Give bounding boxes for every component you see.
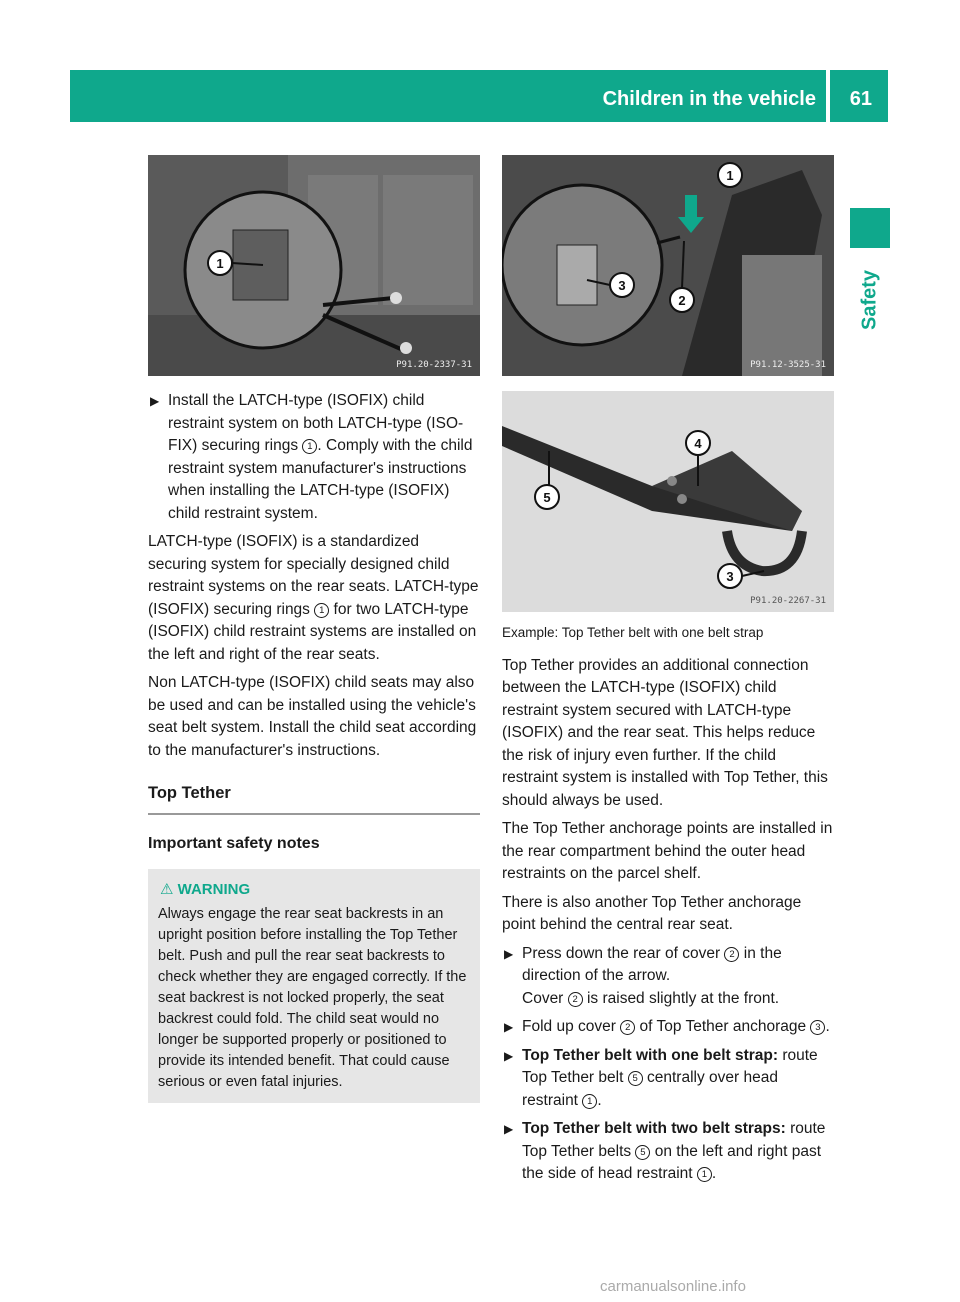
svg-text:4: 4: [694, 436, 702, 451]
top-tether-description: Top Tether provides an additional connection between the LATCH-type (ISOFIX) child restraint system secured with LATCH-type (ISOFIX) and the rear seat. This helps reduce the risk of injury even further. If the child restraint system is installed with Top Tether, this should always be used.: [502, 656, 828, 809]
anchorage-location: The Top Tether anchorage points are installed in the rear compartment behind the outer head restraints on the parcel shelf.: [502, 820, 833, 882]
warning-icon: ⚠: [160, 881, 174, 898]
marker-2: 2: [620, 1020, 635, 1035]
figure-code: P91.20-2337-31: [396, 360, 472, 370]
marker-1: 1: [314, 603, 329, 618]
warning-text: Always engage the rear seat backrests in an upright position before installing the Top Tether belt. Push and pull the rear seat backrests to check whether they are engaged correctly. If the seat backrest is not locked properly, the seat backrest could fold. The child seat would no longer be supported properly or positioned to provide its intended benefit. That could cause serious or even fatal injuries.: [158, 906, 467, 1090]
right-column: [502, 622, 834, 1192]
subsection-heading: Important safety notes: [148, 834, 320, 852]
left-column: [148, 390, 480, 1103]
step-arrow-icon: ▶: [504, 1122, 514, 1136]
marker-1: 1: [582, 1094, 597, 1109]
section-marker: [850, 208, 890, 248]
svg-text:1: 1: [216, 256, 224, 271]
marker-5: 5: [635, 1145, 650, 1160]
section-tab: Safety: [858, 269, 881, 331]
latch-rings-illustration: [148, 155, 480, 376]
figure-caption: Example: Top Tether belt with one belt strap: [502, 625, 764, 640]
step-arrow-icon: ▶: [504, 1020, 514, 1034]
figure-top-tether-belt: [502, 391, 834, 612]
step-arrow-icon: ▶: [504, 946, 514, 961]
header-divider: [826, 70, 830, 122]
marker-2: 2: [724, 947, 739, 962]
page-number: 61: [849, 88, 872, 110]
svg-text:1: 1: [726, 168, 734, 183]
chapter-title: Children in the vehicle: [602, 88, 816, 110]
central-anchorage-note: There is also another Top Tether anchorage point behind the central rear seat.: [502, 893, 802, 933]
marker-3: 3: [810, 1020, 825, 1035]
heading-rule: [148, 813, 480, 815]
instruction-install-latch: ▶ Install the LATCH-type (ISOFIX) child restraint system on both LATCH-type (ISO-FIX) securing rings 1 . Comply with the child restraint system manufacturer's instructions when installing the LATCH-type (ISOFIX) child restraint system.: [150, 392, 473, 522]
latch-description: LATCH-type (ISOFIX) is a standardized securing system for specially designed child restraint systems on the rear seats. LATCH-type (ISOFIX) securing rings 1 for two LATCH-type (ISOFIX) child restraint systems are installed on the left and right of the rear seats.: [148, 533, 479, 663]
figure-code: P91.20-2267-31: [750, 596, 826, 606]
warning-box: [148, 869, 480, 1103]
figure-latch-rings: [148, 155, 480, 376]
instruction-fold-cover: ▶ Fold up cover 2 of Top Tether anchorage 3 .: [502, 1016, 834, 1039]
page-header: [70, 70, 888, 122]
svg-text:3: 3: [618, 278, 626, 293]
marker-2: 2: [568, 992, 583, 1007]
non-latch-note: Non LATCH-type (ISOFIX) child seats may also be used and can be installed using the vehicle's seat belt system. Install the child seat according to the manufacturer's instructions.: [148, 674, 477, 759]
instruction-press-cover: ▶ Press down the rear of cover 2 in the direction of the arrow. Cover 2 is raised slightly at the front.: [504, 944, 782, 1007]
step-arrow-icon: ▶: [504, 1048, 514, 1063]
anchorage-illustration: [502, 155, 834, 376]
marker-1: 1: [697, 1167, 712, 1182]
instruction-one-strap: ▶ Top Tether belt with one belt strap: route Top Tether belt 5 centrally over head restraint 1 .: [504, 1046, 818, 1109]
svg-text:2: 2: [678, 293, 686, 308]
instruction-two-straps: ▶ Top Tether belt with two belt straps: route Top Tether belts 5 on the left and right past the side of head restraint 1 .: [504, 1120, 826, 1182]
svg-text:3: 3: [726, 569, 734, 584]
section-heading: Top Tether: [148, 784, 231, 802]
marker-1: 1: [302, 439, 317, 454]
step-arrow-icon: ▶: [150, 394, 160, 408]
figure-code: P91.12-3525-31: [750, 360, 826, 370]
svg-text:5: 5: [543, 490, 551, 505]
warning-title: ⚠ WARNING: [160, 881, 251, 898]
watermark-footer: carmanualsonline.info: [600, 1278, 746, 1295]
belt-illustration: [502, 391, 834, 612]
marker-5: 5: [628, 1071, 643, 1086]
figure-top-tether-anchorage: [502, 155, 834, 376]
